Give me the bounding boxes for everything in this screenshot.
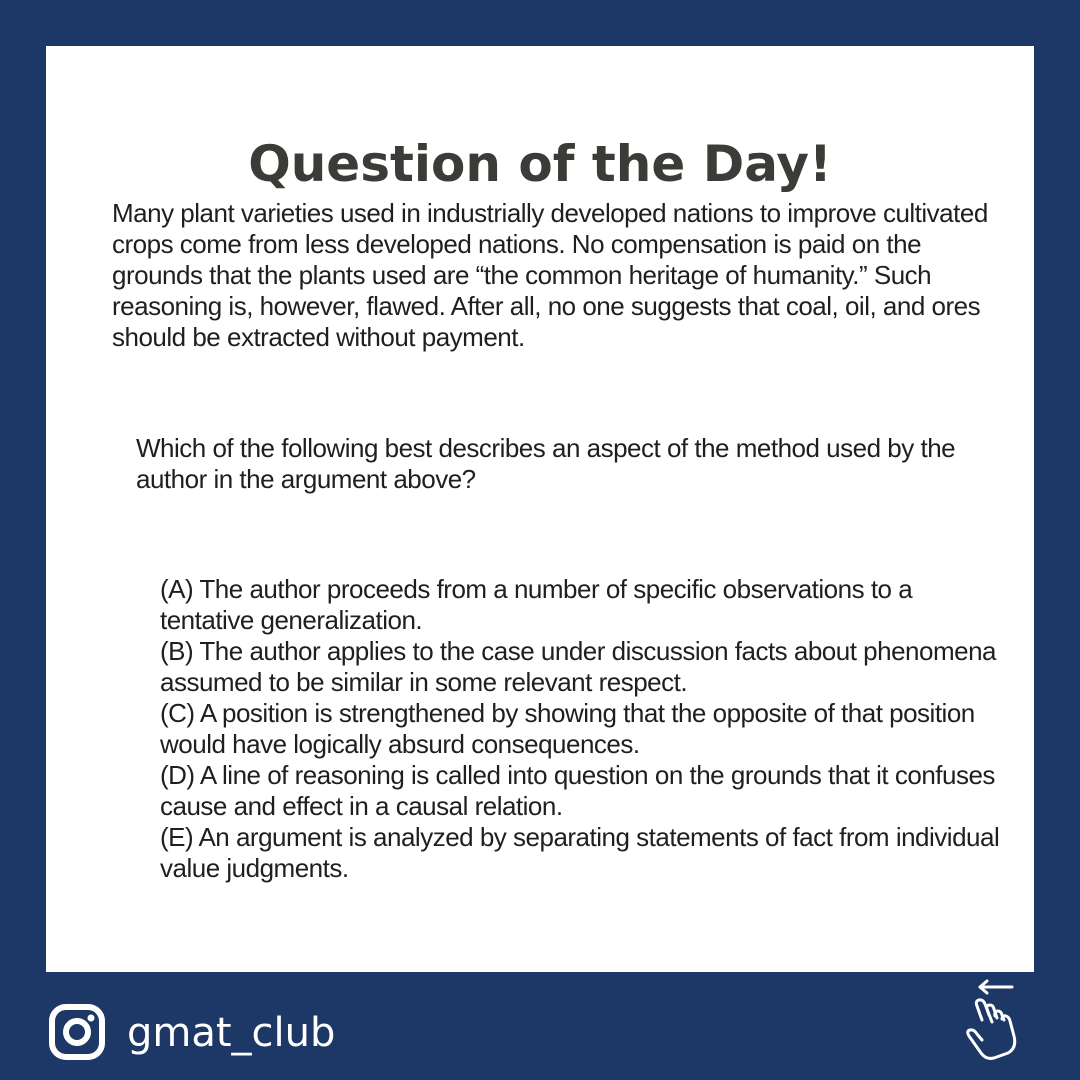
question-card	[46, 46, 1034, 972]
answer-choice-d: (D) A line of reasoning is called into question on the grounds that it confuses cause and effect in a causal relation.	[160, 760, 995, 821]
question-stem: Which of the following best describes an aspect of the method used by the author in the argument above?	[136, 433, 956, 494]
instagram-icon	[48, 1003, 106, 1061]
answer-choice-c: (C) A position is strengthened by showing that the opposite of that position would have logically absurd consequences.	[160, 698, 975, 759]
question-stimulus: Many plant varieties used in industrially developed nations to improve cultivated crops come from less developed nations. No compensation is paid on the grounds that the plants used are “the common heritage of humanity.” Such reasoning is, however, flawed. After all, no one suggests that coal, oil, and ores should be extracted without payment.	[112, 198, 988, 352]
answer-choice-b: (B) The author applies to the case under discussion facts about phenomena assumed to be similar in some relevant respect.	[160, 636, 997, 697]
answer-choice-a: (A) The author proceeds from a number of specific observations to a tentative generalization.	[160, 574, 913, 635]
page-title: Question of the Day!	[248, 135, 832, 193]
instagram-handle: gmat_club	[127, 1010, 336, 1056]
swipe-hand-icon	[960, 978, 1032, 1062]
answer-choices	[160, 574, 1000, 884]
answer-choice-e: (E) An argument is analyzed by separating statements of fact from individual value judgments.	[160, 822, 1000, 883]
